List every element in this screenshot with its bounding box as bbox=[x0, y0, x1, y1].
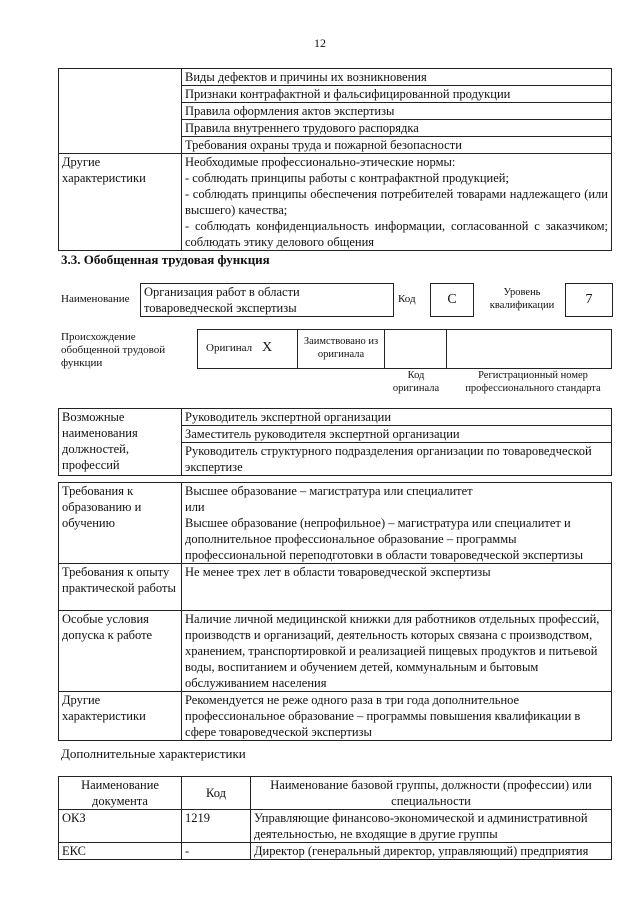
positions-label: Возможные наименования должностей, профессий bbox=[59, 409, 182, 476]
positions-table bbox=[58, 408, 612, 476]
cell-code: - bbox=[182, 843, 251, 860]
function-name-box: Организация работ в области товароведческой экспертизы bbox=[140, 283, 394, 317]
knowledge-row: Правила оформления актов экспертизы bbox=[182, 103, 612, 120]
position-item: Руководитель экспертной организации bbox=[182, 409, 612, 426]
code-label: Код bbox=[398, 293, 416, 305]
level-label: Уровень квалификации bbox=[489, 287, 555, 311]
knowledge-row: Признаки контрафактной и фальсифицированной продукции bbox=[182, 86, 612, 103]
page-number: 12 bbox=[314, 36, 326, 50]
header-code: Код bbox=[182, 777, 251, 810]
position-item: Руководитель структурного подразделения организации по товароведческой экспертизе bbox=[182, 443, 612, 476]
cell-code: 1219 bbox=[182, 810, 251, 843]
cell-group: Директор (генеральный директор, управляющий) предприятия bbox=[251, 843, 612, 860]
requirements-table bbox=[58, 482, 612, 741]
header-group: Наименование базовой группы, должности (профессии) или специальности bbox=[251, 777, 612, 810]
cell-document: ЕКС bbox=[59, 843, 182, 860]
reg-number-label: Регистрационный номер профессионального стандарта bbox=[465, 370, 601, 394]
knowledge-row: Требования охраны труда и пожарной безопасности bbox=[182, 137, 612, 154]
other-characteristics-label: Другие характеристики bbox=[59, 154, 182, 251]
requirement-value: Высшее образование – магистратура или специалитет или Высшее образование (непрофильное) – магистратура или специалитет и дополнительное профессиональное образование – программы профессиональной переподготовки в области товароведческой экспертизы bbox=[182, 483, 612, 564]
original-mark: X bbox=[262, 340, 273, 355]
function-code-box: C bbox=[430, 283, 474, 317]
code-original-label: Код оригинала bbox=[392, 370, 440, 394]
original-label: Оригинал bbox=[206, 342, 253, 354]
requirement-label: Особые условия допуска к работе bbox=[59, 611, 182, 692]
additional-table bbox=[58, 776, 612, 860]
header-document: Наименование документа bbox=[59, 777, 182, 810]
level-box: 7 bbox=[565, 283, 613, 317]
origin-box bbox=[197, 329, 612, 369]
section-title: 3.3. Обобщенная трудовая функция bbox=[61, 252, 270, 267]
position-item: Заместитель руководителя экспертной организации bbox=[182, 426, 612, 443]
requirement-value: Не менее трех лет в области товароведческой экспертизы bbox=[182, 564, 612, 611]
knowledge-row: Виды дефектов и причины их возникновения bbox=[182, 69, 612, 86]
requirement-label: Другие характеристики bbox=[59, 692, 182, 741]
requirement-label: Требования к опыту практической работы bbox=[59, 564, 182, 611]
requirement-value: Рекомендуется не реже одного раза в три года дополнительное профессиональное образование – программы повышения квалификации в сфере товароведческой экспертизы bbox=[182, 692, 612, 741]
additional-title: Дополнительные характеристики bbox=[61, 746, 246, 761]
requirement-value: Наличие личной медицинской книжки для работников отдельных профессий, производств и организаций, деятельность которых связана с производством, хранением, транспортировкой и реализацией пищевых продуктов и питьевой воды, воспитанием и обучением детей, коммунальным и бытовым обслуживанием населения bbox=[182, 611, 612, 692]
name-label: Наименование bbox=[61, 293, 130, 305]
requirement-label: Требования к образованию и обучению bbox=[59, 483, 182, 564]
knowledge-row: Правила внутреннего трудового распорядка bbox=[182, 120, 612, 137]
origin-label: Происхождение обобщенной трудовой функции bbox=[61, 331, 166, 369]
other-characteristics-value: Необходимые профессионально-этические нормы: - соблюдать принципы работы с контрафактной продукцией; - соблюдать принципы обеспечения потребителей товарами надлежащего (или высшего) качества; - соблюдать конфиденциальность информации, согласованной с заказчиком; соблюдать этику делового общения bbox=[182, 154, 612, 251]
cell-group: Управляющие финансово-экономической и административной деятельностью, не входящие в другие группы bbox=[251, 810, 612, 843]
cell-document: ОКЗ bbox=[59, 810, 182, 843]
knowledge-table bbox=[58, 68, 612, 251]
borrowed-label: Заимствовано из оригинала bbox=[303, 336, 379, 360]
